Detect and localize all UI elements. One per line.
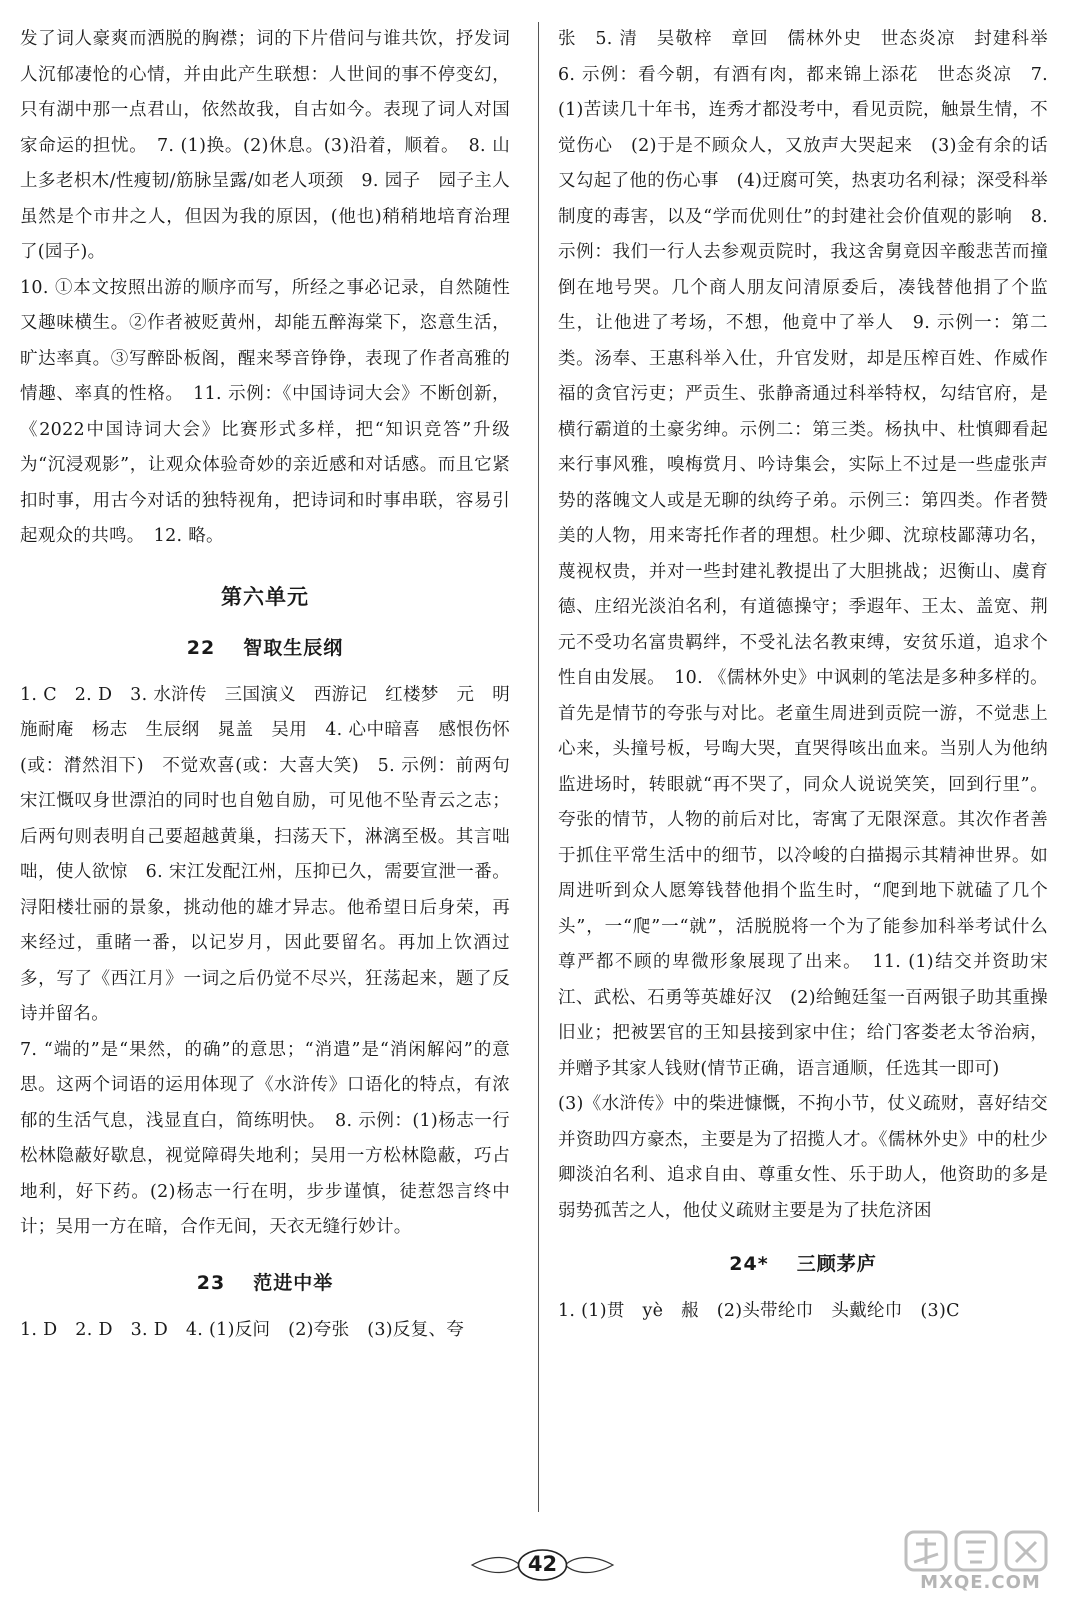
lesson-number: 24*: [729, 1253, 769, 1275]
column-divider: [538, 22, 539, 1512]
page-number: 42: [527, 1552, 558, 1576]
page-number-badge: [470, 1548, 615, 1582]
lesson-title: 范进中举: [253, 1271, 334, 1294]
lesson-number: 22: [186, 636, 216, 659]
answer-paragraph: 1. C 2. D 3. 水浒传 三国演义 西游记 红楼梦 元 明 施耐庵 杨志 生辰纲 晁盖 吴用 4. 心中暗喜 感恨伤怀(或：潸然泪下) 不觉欢喜(或：大喜大笑) 5. 示例：前两句宋江慨叹身世漂泊的同时也自勉自励，可见他不坠青云之志；后两句则表明自己要超越黄巢，扫荡天下，淋漓至极。其言咄咄，使人欲惊 6. 宋江发配江州，压抑已久，需要宣泄一番。浔阳楼壮丽的景象，挑动他的雄才异志。他希望日后身荣，再来经过，重睹一番，以记岁月，因此要留名。再加上饮酒过多，写了《西江月》一词之后仍觉不尽兴，狂荡起来，题了反诗并留名。: [20, 684, 528, 1024]
answer-paragraph: 7. “端的”是“果然，的确”的意思；“消遣”是“消闲解闷”的意思。这两个词语的运用体现了《水浒传》口语化的特点，有浓郁的生活气息，浅显直白，简练明快。 8. 示例：(1)杨志一行松林隐蔽好歇息，视觉障碍失地利；吴用一方松林隐蔽，巧占地利，好下药。(2)杨志一行在明，步步谨慎，徒惹怨言终中计；吴用一方在暗，合作无间，天衣无缝行妙计。: [20, 1039, 510, 1237]
answer-paragraph: 1. (1)贯 yè 赧 (2)头带纶巾 头戴纶巾 (3)C: [558, 1301, 960, 1321]
lesson-number: 23: [196, 1271, 226, 1294]
answer-paragraph: (3)《水浒传》中的柴进慷慨，不拘小节，仗义疏财，喜好结交并资助四方豪杰，主要是为了招揽人才。《儒林外史》中的杜少卿淡泊名利、追求自由、尊重女性、乐于助人，他资助的多是弱势孤苦之人，他仗义疏财主要是为了扶危济困: [558, 1094, 1048, 1221]
answer-paragraph: 张 5. 清 吴敬梓 章回 儒林外史 世态炎凉 封建科举 6. 示例：看今朝，有酒有肉，都来锦上添花 世态炎凉 7. (1)苦读几十年书，连秀才都没考中，看见贡院，触景生情，不觉伤心 (2)于是不顾众人，又放声大哭起来 (3)金有余的话又勾起了他的伤心事 (4)迂腐可笑，热衷功名利禄；深受科举制度的毒害，以及“学而优则仕”的封建社会价值观的影响 8. 示例：我们一行人去参观贡院时，我这舍舅竟因辛酸悲苦而撞倒在地号哭。几个商人朋友问清原委后，凑钱替他捐了个监生，让他进了考场，不想，他竟中了举人 9. 示例一：第二类。汤奉、王惠科举入仕，升官发财，却是压榨百姓、作威作福的贪官污吏；严贡生、张静斋通过科举特权，勾结官府，是横行霸道的土豪劣绅。示例二：第三类。杨执中、杜慎卿看起来行事风雅，嗅梅赏月、吟诗集会，实际上不过是一些虚张声势的落魄文人或是无聊的纨绔子弟。示例三：第四类。作者赞美的人物，用来寄托作者的理想。杜少卿、沈琼枝鄙薄功名，蔑视权贵，并对一些封建礼教提出了大胆挑战；迟衡山、虞育德、庄绍光淡泊名利，有道德操守；季遐年、王太、盖宽、荆元不受功名富贵羁绊，不受礼法名教束缚，安贫乐道，追求个性自由发展。 10. 《儒林外史》中讽刺的笔法是多种多样的。首先是情节的夸张与对比。老童生周进到贡院一游，不觉悲上心来，头撞号板，号啕大哭，直哭得咳出血来。当别人为他纳监进场时，转眼就“再不哭了，同众人说说笑笑，回到行里”。夸张的情节，人物的前后对比，寄寓了无限深意。其次作者善于抓住平常生活中的细节，以冷峻的白描揭示其精神世界。如周进听到众人愿筹钱替他捐个监生时，“爬到地下就磕了几个头”，一“爬”一“就”，活脱脱将一个为了能参加科举考试什么尊严都不顾的卑微形象展现了出来。 11. (1)结交并资助宋江、武松、石勇等英雄好汉 (2)给鲍廷玺一百两银子助其重操旧业；把被罢官的王知县接到家中住；给门客娄老太爷治病，并赠予其家人钱财(情节正确，语言通顺，任选其一即可): [558, 29, 1066, 1079]
lesson-heading-23: [20, 1268, 510, 1295]
answer-paragraph: 1. D 2. D 3. D 4. (1)反问 (2)夸张 (3)反复、夸: [20, 1319, 465, 1340]
lesson-title: 三顾茅庐: [796, 1253, 877, 1275]
lesson-title: 智取生辰纲: [243, 636, 344, 659]
unit-title: 第六单元: [221, 584, 309, 609]
site-watermark: [888, 1528, 1068, 1594]
answer-paragraph: 10. ①本文按照出游的顺序而写，所经之事必记录，自然随性又趣味横生。②作者被贬黄州，却能五醉海棠下，恣意生活，旷达率真。③写醉卧板阁，醒来琴音铮铮，表现了作者高雅的情趣、率真的性格。 11. 示例：《中国诗词大会》不断创新，《2022中国诗词大会》比赛形式多样，把“知识竞答”升级为“沉浸观影”，让观众体验奇妙的亲近感和对话感。而且它紧扣时事，用古今对话的独特视角，把诗词和时事串联，容易引起观众的共鸣。 12. 略。: [20, 277, 510, 546]
left-column: [20, 22, 528, 1348]
lesson-heading-22: [20, 633, 510, 660]
lesson-heading-24: [558, 1249, 1048, 1276]
answer-paragraph: 发了词人豪爽而洒脱的胸襟；词的下片借问与谁共饮，抒发词人沉郁凄怆的心情，并由此产生联想：人世间的事不停变幻，只有湖中那一点君山，依然故我，自古如今。表现了词人对国家命运的担忧。 7. (1)换。(2)休息。(3)沿着，顺着。 8. 山上多老枳木/性瘦韧/筋脉呈露/如老人项颈 9. 园子 园子主人虽然是个市井之人，但因为我的原因，(他也)稍稍地培育治理了(园子)。: [20, 29, 510, 262]
watermark-site-text: MXQE.COM: [920, 1572, 1041, 1593]
right-column: [558, 22, 1066, 1330]
watermark-logo-icon: [888, 1528, 1068, 1576]
